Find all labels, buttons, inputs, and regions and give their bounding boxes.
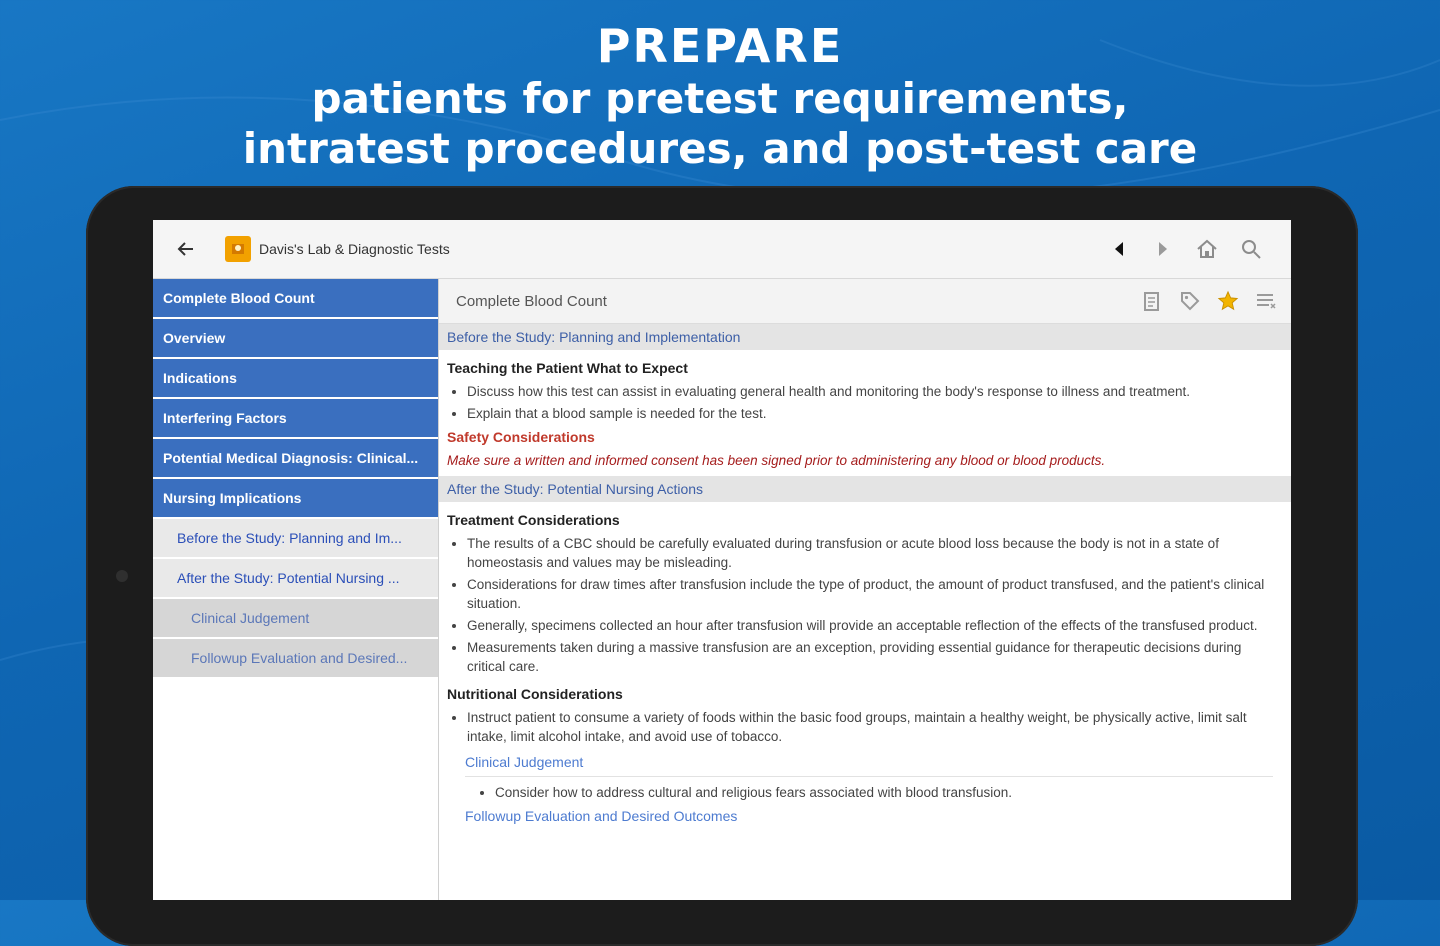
next-icon[interactable] <box>1141 233 1185 265</box>
sidebar-item-interfering-factors[interactable]: Interfering Factors <box>153 399 438 437</box>
tablet-camera <box>116 570 128 582</box>
sidebar-subitem-clinical-judgement[interactable]: Clinical Judgement <box>153 599 438 637</box>
sidebar-subitem-after-study[interactable]: After the Study: Potential Nursing ... <box>153 559 438 597</box>
previous-icon[interactable] <box>1097 233 1141 265</box>
star-icon[interactable] <box>1209 285 1247 317</box>
sidebar-item-overview[interactable]: Overview <box>153 319 438 357</box>
sidebar-item-potential-medical-diagnosis[interactable]: Potential Medical Diagnosis: Clinical... <box>153 439 438 477</box>
content-header <box>439 279 1291 324</box>
promo-headline <box>0 18 1440 174</box>
safety-text: Make sure a written and informed consent has been signed prior to administering any blood or blood products. <box>447 453 1106 468</box>
list-item: • Measurements taken during a massive transfusion are an exception, providing essential guidance for therapeutic decisions during critical care. <box>467 638 1283 676</box>
tag-icon[interactable] <box>1171 285 1209 317</box>
subheading-nutritional: Nutritional Considerations <box>447 686 623 702</box>
app-screen <box>153 220 1291 900</box>
content-title: Complete Blood Count <box>456 292 607 310</box>
notes-icon[interactable] <box>1133 285 1171 317</box>
divider <box>465 776 1273 777</box>
sidebar-subitem-followup-evaluation[interactable]: Followup Evaluation and Desired... <box>153 639 438 677</box>
section-heading-before-study: Before the Study: Planning and Implementation <box>439 324 1291 350</box>
link-followup-evaluation[interactable]: Followup Evaluation and Desired Outcomes <box>465 808 738 824</box>
list-item: • Instruct patient to consume a variety of foods within the basic food groups, maintain a healthy weight, be physically active, limit salt intake, limit alcohol intake, and avoid use of tobacco. <box>467 708 1283 746</box>
section-heading-after-study: After the Study: Potential Nursing Actions <box>439 476 1291 502</box>
safety-heading: Safety Considerations <box>447 429 595 445</box>
subheading-treatment: Treatment Considerations <box>447 512 620 528</box>
list-item: • Considerations for draw times after transfusion include the type of product, the amount of product transfused, and the patient's clinical situation. <box>467 575 1283 613</box>
sidebar-item-complete-blood-count[interactable]: Complete Blood Count <box>153 279 438 317</box>
menu-list-icon[interactable] <box>1247 285 1285 317</box>
list-item: • Explain that a blood sample is needed for the test. <box>467 404 1283 423</box>
promo-title: PREPARE <box>596 19 844 73</box>
link-clinical-judgement[interactable]: Clinical Judgement <box>465 754 584 770</box>
sidebar-subitem-before-study[interactable]: Before the Study: Planning and Im... <box>153 519 438 557</box>
app-title: Davis's Lab & Diagnostic Tests <box>259 241 450 257</box>
app-logo-icon <box>225 236 251 262</box>
home-icon[interactable] <box>1185 233 1229 265</box>
promo-line-2: intratest procedures, and post-test care <box>242 124 1198 173</box>
list-item: • Consider how to address cultural and religious fears associated with blood transfusion. <box>495 783 1283 802</box>
app-bar <box>153 220 1291 279</box>
list-item: • The results of a CBC should be carefully evaluated during transfusion or acute blood loss because the body is not in a state of homeostasis and values may be misleading. <box>467 534 1283 572</box>
search-icon[interactable] <box>1229 233 1273 265</box>
list-item: • Discuss how this test can assist in evaluating general health and monitoring the body's response to illness and treatment. <box>467 382 1283 401</box>
subheading-teaching: Teaching the Patient What to Expect <box>447 360 688 376</box>
sidebar-item-nursing-implications[interactable]: Nursing Implications <box>153 479 438 517</box>
promo-line-1: patients for pretest requirements, <box>311 74 1129 123</box>
sidebar <box>153 279 439 900</box>
content-pane <box>439 279 1291 900</box>
list-item: • Generally, specimens collected an hour after transfusion will provide an acceptable reflection of the effects of the transfused product. <box>467 616 1283 635</box>
sidebar-item-indications[interactable]: Indications <box>153 359 438 397</box>
back-arrow-icon[interactable] <box>173 236 199 262</box>
